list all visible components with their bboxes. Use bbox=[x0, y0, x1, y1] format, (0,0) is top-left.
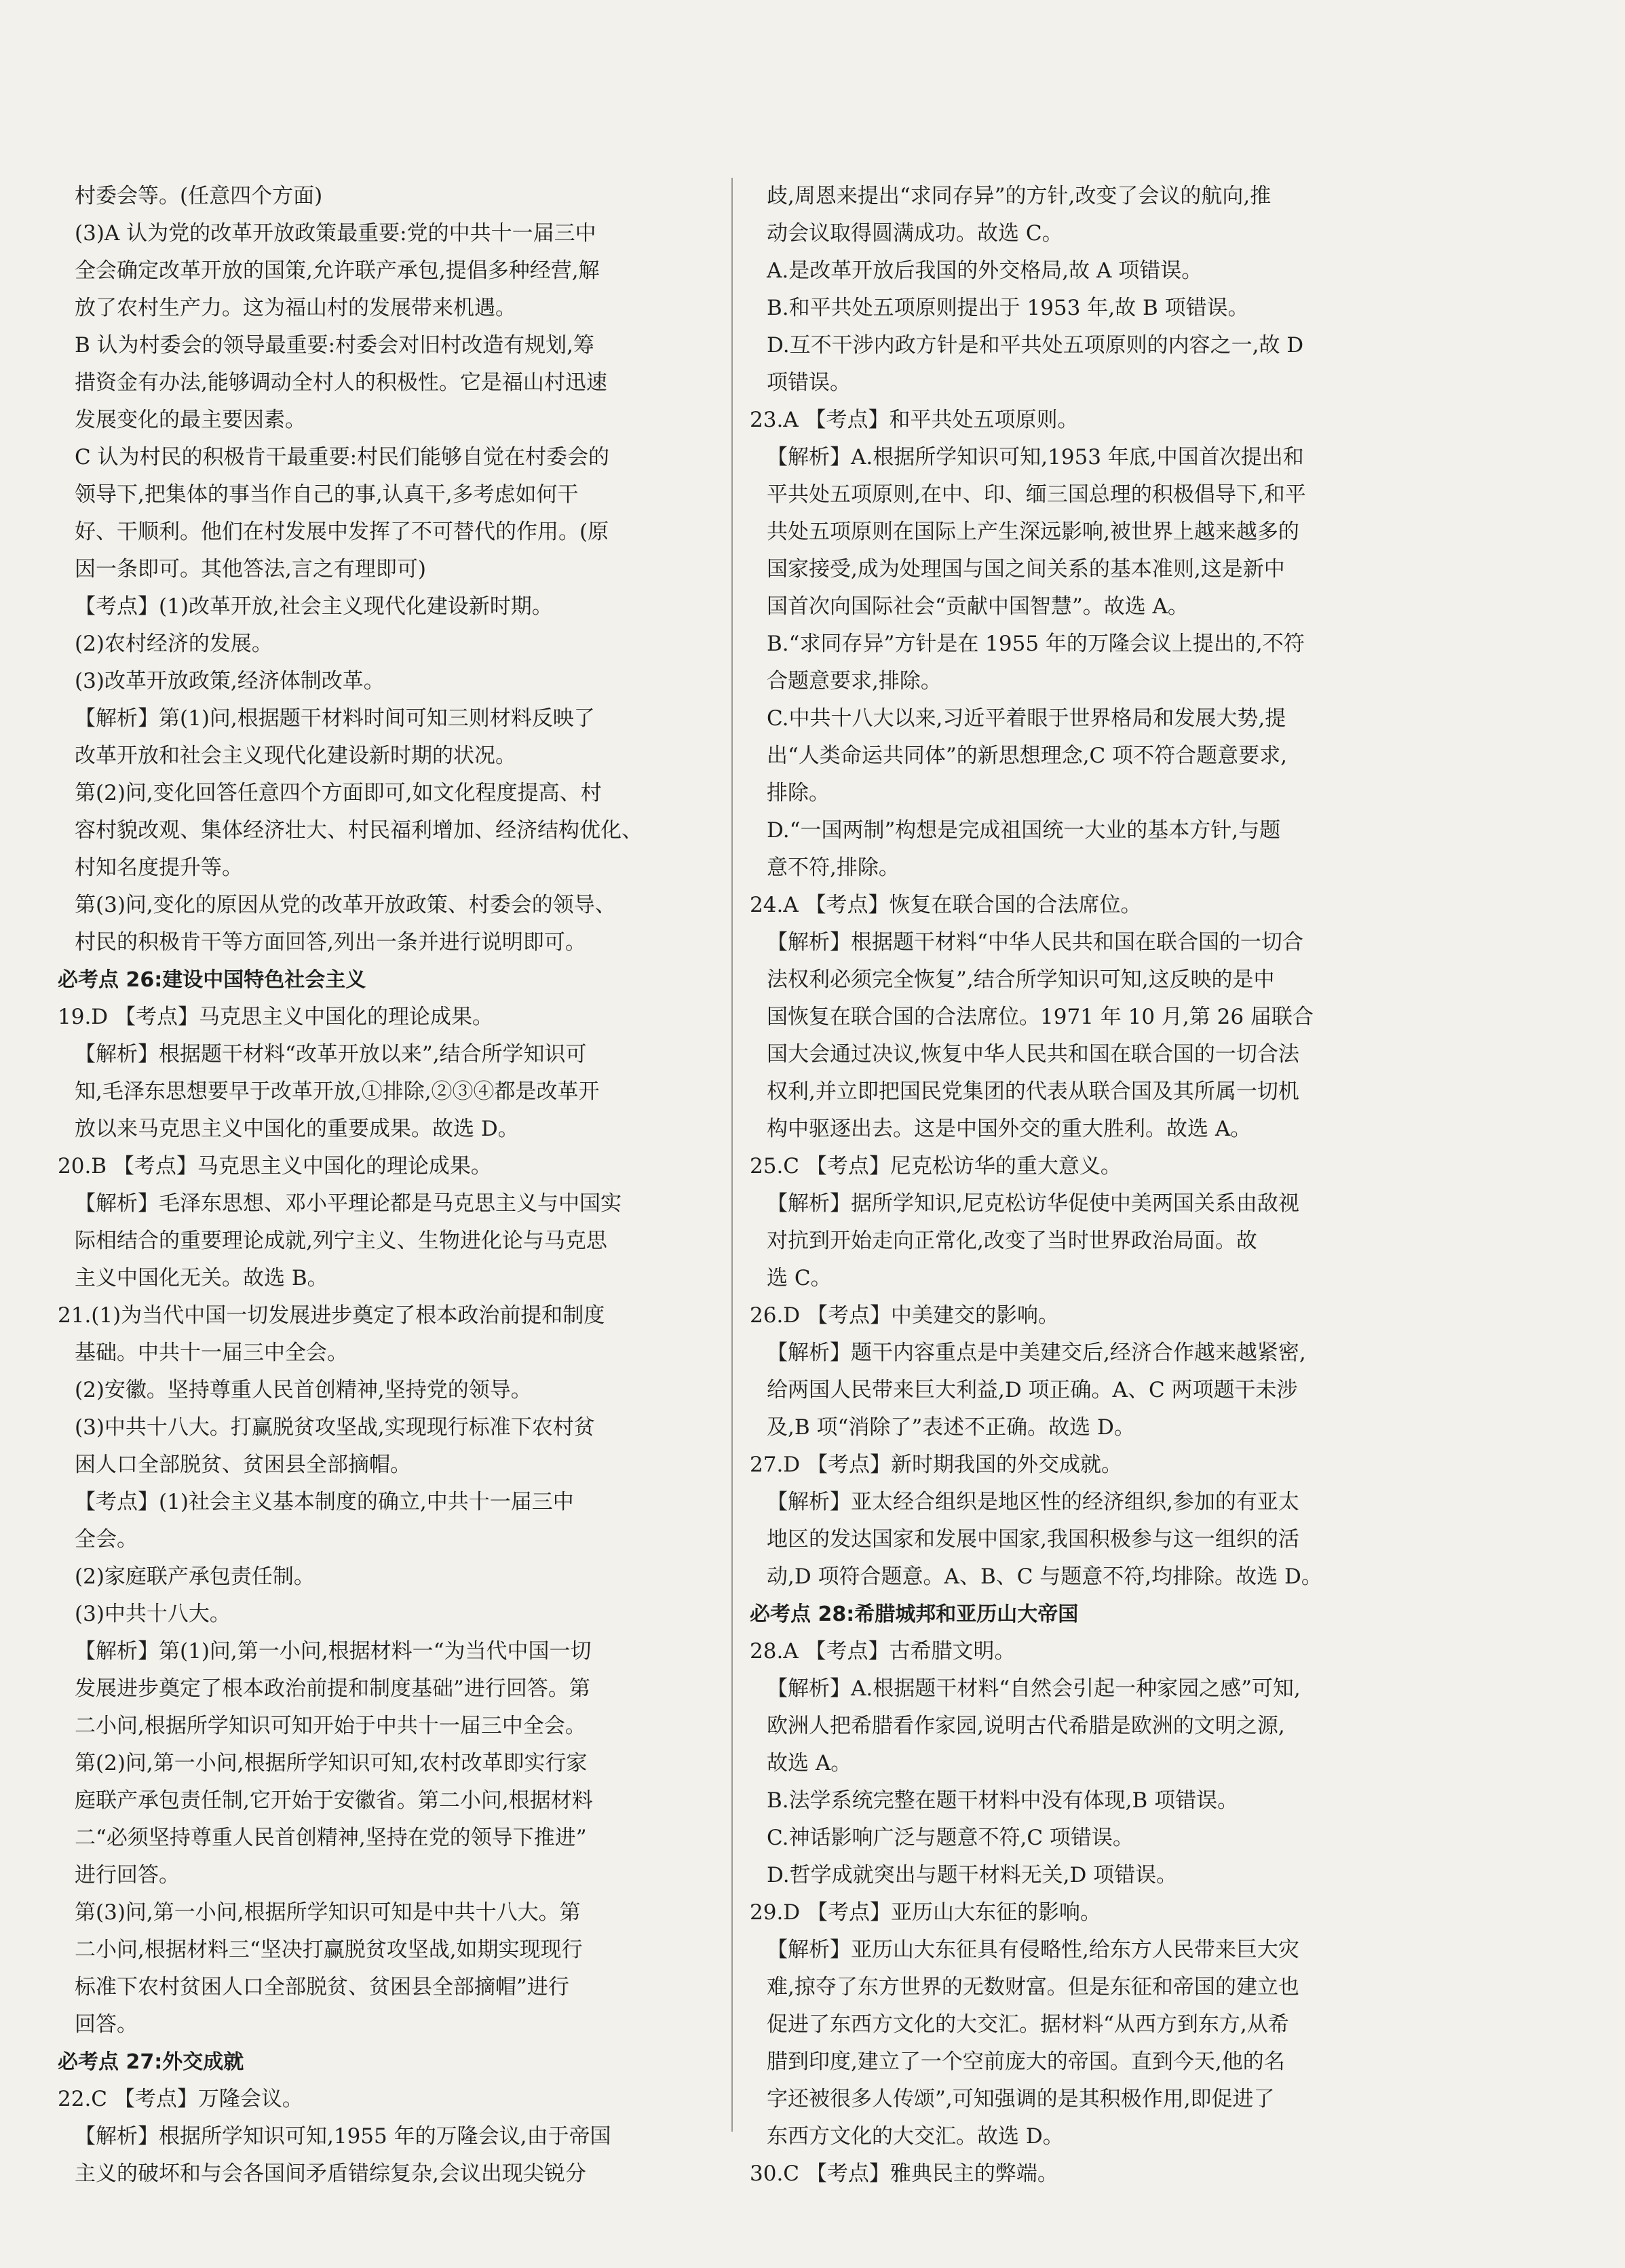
text-line: 东西方文化的大交汇。故选 D。 bbox=[767, 2124, 1064, 2149]
text-line: 促进了东西方文化的大交汇。据材料“从西方到东方,从希 bbox=[767, 2012, 1289, 2037]
text-line: 24.A 【考点】恢复在联合国的合法席位。 bbox=[750, 893, 1142, 917]
text-line: 【解析】根据题干材料“改革开放以来”,结合所学知识可 bbox=[75, 1042, 587, 1066]
text-line: 庭联产承包责任制,它开始于安徽省。第二小问,根据材料 bbox=[75, 1788, 593, 1813]
text-line: 19.D 【考点】马克思主义中国化的理论成果。 bbox=[58, 1005, 494, 1029]
text-line: 动,D 项符合题意。A、B、C 与题意不符,均排除。故选 D。 bbox=[767, 1564, 1322, 1589]
text-line: 共处五项原则在国际上产生深远影响,被世界上越来越多的 bbox=[767, 520, 1299, 544]
text-line: 故选 A。 bbox=[767, 1751, 852, 1775]
section-heading: 必考点 28:希腊城邦和亚历山大帝国 bbox=[750, 1602, 1079, 1626]
text-line: 容村貌改观、集体经济壮大、村民福利增加、经济结构优化、 bbox=[75, 818, 643, 843]
text-line: 知,毛泽东思想要早于改革开放,①排除,②③④都是改革开 bbox=[75, 1079, 600, 1104]
text-line: 第(2)问,第一小问,根据所学知识可知,农村改革即实行家 bbox=[75, 1751, 588, 1775]
text-line: C 认为村民的积极肯干最重要:村民们能够自觉在村委会的 bbox=[75, 445, 610, 469]
text-line: 欧洲人把希腊看作家园,说明古代希腊是欧洲的文明之源, bbox=[767, 1714, 1285, 1738]
right-column bbox=[750, 178, 1401, 2193]
text-line: (3)中共十八大。 bbox=[75, 1602, 231, 1626]
text-line: 二小问,根据材料三“坚决打赢脱贫攻坚战,如期实现现行 bbox=[75, 1938, 583, 1962]
text-line: C.神话影响广泛与题意不符,C 项错误。 bbox=[767, 1826, 1134, 1850]
text-line: 二小问,根据所学知识可知开始于中共十一届三中全会。 bbox=[75, 1714, 586, 1738]
text-line: 【解析】亚历山大东征具有侵略性,给东方人民带来巨大灾 bbox=[767, 1938, 1299, 1962]
left-column bbox=[58, 178, 709, 2193]
text-line: 村知名度提升等。 bbox=[75, 856, 243, 880]
text-line: 20.B 【考点】马克思主义中国化的理论成果。 bbox=[58, 1154, 492, 1178]
text-line: 全会。 bbox=[75, 1527, 138, 1552]
text-line: 发展进步奠定了根本政治前提和制度基础”进行回答。第 bbox=[75, 1676, 590, 1701]
text-line: 项错误。 bbox=[767, 370, 851, 395]
text-line: 【解析】毛泽东思想、邓小平理论都是马克思主义与中国实 bbox=[75, 1191, 622, 1216]
text-line: 村民的积极肯干等方面回答,列出一条并进行说明即可。 bbox=[75, 930, 586, 955]
text-line: 23.A 【考点】和平共处五项原则。 bbox=[750, 408, 1079, 432]
text-line: 国大会通过决议,恢复中华人民共和国在联合国的一切合法 bbox=[767, 1042, 1299, 1066]
text-line: 措资金有办法,能够调动全村人的积极性。它是福山村迅速 bbox=[75, 370, 607, 395]
section-heading: 必考点 27:外交成就 bbox=[58, 2050, 244, 2074]
text-line: 地区的发达国家和发展中国家,我国积极参与这一组织的活 bbox=[767, 1527, 1299, 1552]
text-line: 第(2)问,变化回答任意四个方面即可,如文化程度提高、村 bbox=[75, 781, 602, 805]
text-line: 构中驱逐出去。这是中国外交的重大胜利。故选 A。 bbox=[767, 1117, 1252, 1141]
text-line: 选 C。 bbox=[767, 1266, 832, 1290]
text-line: 【解析】A.根据题干材料“自然会引起一种家园之感”可知, bbox=[767, 1676, 1301, 1701]
text-line: 【考点】(1)社会主义基本制度的确立,中共十一届三中 bbox=[75, 1490, 574, 1514]
text-line: 26.D 【考点】中美建交的影响。 bbox=[750, 1303, 1060, 1328]
text-line: 二“必须坚持尊重人民首创精神,坚持在党的领导下推进” bbox=[75, 1826, 587, 1850]
text-line: 放了农村生产力。这为福山村的发展带来机遇。 bbox=[75, 296, 516, 320]
text-line: 际相结合的重要理论成就,列宁主义、生物进化论与马克思 bbox=[75, 1229, 607, 1253]
text-line: 【解析】第(1)问,根据题干材料时间可知三则材料反映了 bbox=[75, 706, 595, 731]
text-line: 【解析】根据题干材料“中华人民共和国在联合国的一切合 bbox=[767, 930, 1303, 955]
text-line: 30.C 【考点】雅典民主的弊端。 bbox=[750, 2161, 1058, 2186]
text-line: 标准下农村贫困人口全部脱贫、贫困县全部摘帽”进行 bbox=[75, 1975, 569, 1999]
text-line: (3)A 认为党的改革开放政策最重要:党的中共十一届三中 bbox=[75, 221, 596, 246]
text-line: 对抗到开始走向正常化,改变了当时世界政治局面。故 bbox=[767, 1229, 1257, 1253]
text-line: D.“一国两制”构想是完成祖国统一大业的基本方针,与题 bbox=[767, 818, 1281, 843]
text-line: 合题意要求,排除。 bbox=[767, 669, 942, 693]
text-line: 基础。中共十一届三中全会。 bbox=[75, 1341, 348, 1365]
text-line: 国家接受,成为处理国与国之间关系的基本准则,这是新中 bbox=[767, 557, 1285, 581]
text-line: 难,掠夺了东方世界的无数财富。但是东征和帝国的建立也 bbox=[767, 1975, 1299, 1999]
text-line: 困人口全部脱贫、贫困县全部摘帽。 bbox=[75, 1453, 411, 1477]
text-line: 28.A 【考点】古希腊文明。 bbox=[750, 1639, 1016, 1664]
text-line: 【解析】题干内容重点是中美建交后,经济合作越来越紧密, bbox=[767, 1341, 1306, 1365]
text-line: 【解析】根据所学知识可知,1955 年的万隆会议,由于帝国 bbox=[75, 2124, 611, 2149]
text-line: 第(3)问,第一小问,根据所学知识可知是中共十八大。第 bbox=[75, 1900, 581, 1925]
text-line: 29.D 【考点】亚历山大东征的影响。 bbox=[750, 1900, 1102, 1925]
text-line: B.和平共处五项原则提出于 1953 年,故 B 项错误。 bbox=[767, 296, 1249, 320]
text-line: 动会议取得圆满成功。故选 C。 bbox=[767, 221, 1063, 246]
text-line: 【解析】亚太经合组织是地区性的经济组织,参加的有亚太 bbox=[767, 1490, 1299, 1514]
text-line: 好、干顺利。他们在村发展中发挥了不可替代的作用。(原 bbox=[75, 520, 609, 544]
text-line: 第(3)问,变化的原因从党的改革开放政策、村委会的领导、 bbox=[75, 893, 616, 917]
text-line: 权利,并立即把国民党集团的代表从联合国及其所属一切机 bbox=[767, 1079, 1299, 1104]
text-line: D.互不干涉内政方针是和平共处五项原则的内容之一,故 D bbox=[767, 333, 1304, 358]
text-line: 平共处五项原则,在中、印、缅三国总理的积极倡导下,和平 bbox=[767, 482, 1306, 507]
text-line: 22.C 【考点】万隆会议。 bbox=[58, 2087, 303, 2111]
text-line: (2)农村经济的发展。 bbox=[75, 632, 273, 656]
text-line: (3)中共十八大。打赢脱贫攻坚战,实现现行标准下农村贫 bbox=[75, 1415, 595, 1440]
text-line: 21.(1)为当代中国一切发展进步奠定了根本政治前提和制度 bbox=[58, 1303, 605, 1328]
text-line: C.中共十八大以来,习近平着眼于世界格局和发展大势,提 bbox=[767, 706, 1286, 731]
text-line: 歧,周恩来提出“求同存异”的方针,改变了会议的航向,推 bbox=[767, 184, 1272, 208]
text-line: B 认为村委会的领导最重要:村委会对旧村改造有规划,筹 bbox=[75, 333, 594, 358]
text-line: B.法学系统完整在题干材料中没有体现,B 项错误。 bbox=[767, 1788, 1239, 1813]
text-line: 领导下,把集体的事当作自己的事,认真干,多考虑如何干 bbox=[75, 482, 579, 507]
text-line: 27.D 【考点】新时期我国的外交成就。 bbox=[750, 1453, 1123, 1477]
text-line: 放以来马克思主义中国化的重要成果。故选 D。 bbox=[75, 1117, 519, 1141]
text-line: 及,B 项“消除了”表述不正确。故选 D。 bbox=[767, 1415, 1135, 1440]
text-line: (2)家庭联产承包责任制。 bbox=[75, 1564, 315, 1589]
text-line: 法权利必须完全恢复”,结合所学知识可知,这反映的是中 bbox=[767, 967, 1275, 992]
text-line: 国恢复在联合国的合法席位。1971 年 10 月,第 26 届联合 bbox=[767, 1005, 1314, 1029]
text-line: 出“人类命运共同体”的新思想理念,C 项不符合题意要求, bbox=[767, 744, 1287, 768]
text-line: 进行回答。 bbox=[75, 1863, 180, 1887]
text-line: (3)改革开放政策,经济体制改革。 bbox=[75, 669, 385, 693]
text-line: (2)安徽。坚持尊重人民首创精神,坚持党的领导。 bbox=[75, 1378, 532, 1402]
text-line: 回答。 bbox=[75, 2012, 138, 2037]
text-line: 排除。 bbox=[767, 781, 830, 805]
text-line: 25.C 【考点】尼克松访华的重大意义。 bbox=[750, 1154, 1122, 1178]
text-line: 全会确定改革开放的国策,允许联产承包,提倡多种经营,解 bbox=[75, 258, 600, 283]
text-line: 给两国人民带来巨大利益,D 项正确。A、C 两项题干未涉 bbox=[767, 1378, 1298, 1402]
text-line: 发展变化的最主要因素。 bbox=[75, 408, 306, 432]
text-line: 主义的破坏和与会各国间矛盾错综复杂,会议出现尖锐分 bbox=[75, 2161, 586, 2186]
text-line: 【考点】(1)改革开放,社会主义现代化建设新时期。 bbox=[75, 594, 553, 619]
text-line: 【解析】A.根据所学知识可知,1953 年底,中国首次提出和 bbox=[767, 445, 1304, 469]
text-line: 【解析】第(1)问,第一小问,根据材料一“为当代中国一切 bbox=[75, 1639, 592, 1664]
text-line: 因一条即可。其他答法,言之有理即可) bbox=[75, 557, 426, 581]
section-heading: 必考点 26:建设中国特色社会主义 bbox=[58, 968, 366, 992]
text-line: 腊到印度,建立了一个空前庞大的帝国。直到今天,他的名 bbox=[767, 2050, 1285, 2074]
text-line: 意不符,排除。 bbox=[767, 856, 900, 880]
text-line: 【解析】据所学知识,尼克松访华促使中美两国关系由敌视 bbox=[767, 1191, 1299, 1216]
text-line: 字还被很多人传颂”,可知强调的是其积极作用,即促进了 bbox=[767, 2087, 1275, 2111]
text-line: 国首次向国际社会“贡献中国智慧”。故选 A。 bbox=[767, 594, 1189, 619]
column-divider bbox=[731, 178, 733, 2132]
text-line: 改革开放和社会主义现代化建设新时期的状况。 bbox=[75, 744, 516, 768]
text-line: B.“求同存异”方针是在 1955 年的万隆会议上提出的,不符 bbox=[767, 632, 1305, 656]
text-line: A.是改革开放后我国的外交格局,故 A 项错误。 bbox=[767, 258, 1203, 283]
text-line: D.哲学成就突出与题干材料无关,D 项错误。 bbox=[767, 1863, 1178, 1887]
text-line: 主义中国化无关。故选 B。 bbox=[75, 1266, 328, 1290]
text-line: 村委会等。(任意四个方面) bbox=[75, 184, 323, 208]
